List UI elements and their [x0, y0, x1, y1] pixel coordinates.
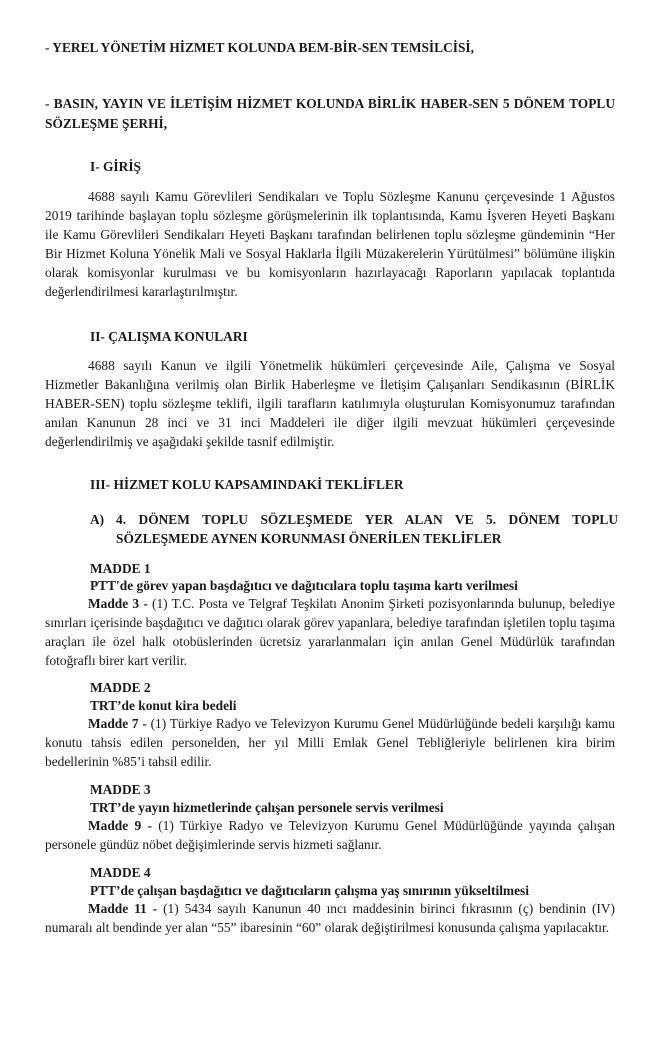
subsection-heading: 4. DÖNEM TOPLU SÖZLEŞMEDE YER ALAN VE 5. DÖNEM TOPLU SÖZLEŞMEDE AYNEN KORUNMASI ÖNERİLEN TEKLİFLER — [116, 512, 618, 546]
madde-title: PTT’de çalışan başdağıtıcı ve dağıtıcıların çalışma yaş sınırının yükseltilmesi — [90, 883, 529, 898]
madde-body — [45, 816, 615, 854]
subsection-label: A) — [90, 512, 105, 527]
madde-body — [45, 714, 615, 771]
madde-body — [45, 594, 615, 670]
madde-text: (1) 5434 sayılı Kanunun 40 ıncı maddesinin birinci fıkrasının (ç) bendinin (IV) numaralı alt bendinde yer alan “55” ibaresinin “60” olarak değiştirilmesi konusunda çalışma yapılacaktır. — [45, 901, 615, 935]
section-heading-giris: I- GİRİŞ — [90, 159, 141, 174]
madde-ref: Madde 7 - — [88, 716, 147, 731]
madde-ref: Madde 3 - — [88, 596, 148, 611]
calisma-paragraph: 4688 sayılı Kanun ve ilgili Yönetmelik hükümleri çerçevesinde Aile, Çalışma ve Sosyal Hizmetler Bakanlığına verilmiş olan Birlik Haberleşme ve İletişim Çalışanları Sendikasının (BİRLİK HABER-SEN) toplu sözleşme teklifi, ilgili tarafların katılımıyla oluşturulan Komisyonumuz tarafından anılan Kanunun 28 inci ve 31 inci Maddeleri ile diğer ilgili mevzuat hükümleri çerçevesinde değerlendirilmiş ve aşağıdaki şekilde tasnif edilmiştir. — [45, 358, 615, 449]
madde-number: MADDE 4 — [90, 865, 151, 880]
madde-text: (1) T.C. Posta ve Telgraf Teşkilatı Anonim Şirketi pozisyonlarında bulunup, belediye sınırları içerisinde başdağıtıcı ve dağıtıcı olarak görev yapanlara, belediye tarafından işletilen toplu taşıma araçları ile özel halk otobüslerinden ücretsiz yararlanmaları için anılan Genel Müdürlük tarafından fotoğraflı birer kart verilir. — [45, 596, 615, 668]
giris-paragraph: 4688 sayılı Kamu Görevlileri Sendikaları ve Toplu Sözleşme Kanunu çerçevesinde 1 Ağustos 2019 tarihinde başlayan toplu sözleşme görüşmelerinin ilk toplantısında, Kamu İşveren Heyeti Başkanı ile Kamu Görevlileri Sendikaları Heyeti Başkanı tarafından belirlenen toplu sözleşme gündeminin “Her Bir Hizmet Koluna Yönelik Mali ve Sosyal Haklarla İlgili Müzakerelerin Yürütülmesi” bölümüne ilişkin olarak komisyonlar kurulması ve bu komisyonların hazırlayacağı Raporların yapılacak toplantıda değerlendirilmesi kararlaştırılmıştır. — [45, 189, 615, 299]
yerel-yonetim-line: - YEREL YÖNETİM HİZMET KOLUNDA BEM-BİR-SEN TEMSİLCİSİ, — [45, 40, 474, 55]
madde-body — [45, 899, 615, 937]
madde-text: (1) Türkiye Radyo ve Televizyon Kurumu Genel Müdürlüğünde yayında çalışan personele gündüz nöbet değişimlerinde servis hizmeti sağlanır. — [45, 818, 616, 852]
madde-title: TRT’de yayın hizmetlerinde çalışan personele servis verilmesi — [90, 800, 444, 815]
madde-title: TRT’de konut kira bedeli — [90, 698, 237, 713]
madde-ref: Madde 9 - — [88, 818, 152, 833]
section-heading-teklifler: III- HİZMET KOLU KAPSAMINDAKİ TEKLİFLER — [90, 477, 404, 492]
madde-number: MADDE 2 — [90, 680, 151, 695]
madde-number: MADDE 3 — [90, 782, 151, 797]
madde-text: (1) Türkiye Radyo ve Televizyon Kurumu Genel Müdürlüğünde bedeli karşılığı kamu konutu tahsis edilen personelden, her yıl Milli Emlak Genel Tebliğleriyle belirlenen kira birim bedellerinin %85’i tahsil edilir. — [45, 716, 615, 769]
madde-title: PTT'de görev yapan başdağıtıcı ve dağıtıcılara toplu taşıma kartı verilmesi — [90, 578, 518, 593]
madde-ref: Madde 11 - — [88, 901, 158, 916]
section-heading-calisma: II- ÇALIŞMA KONULARI — [90, 329, 248, 344]
basin-yayin-line: - BASIN, YAYIN VE İLETİŞİM HİZMET KOLUNDA BİRLİK HABER-SEN 5 DÖNEM TOPLU SÖZLEŞME ŞERHİ, — [45, 96, 615, 131]
madde-number: MADDE 1 — [90, 561, 151, 576]
